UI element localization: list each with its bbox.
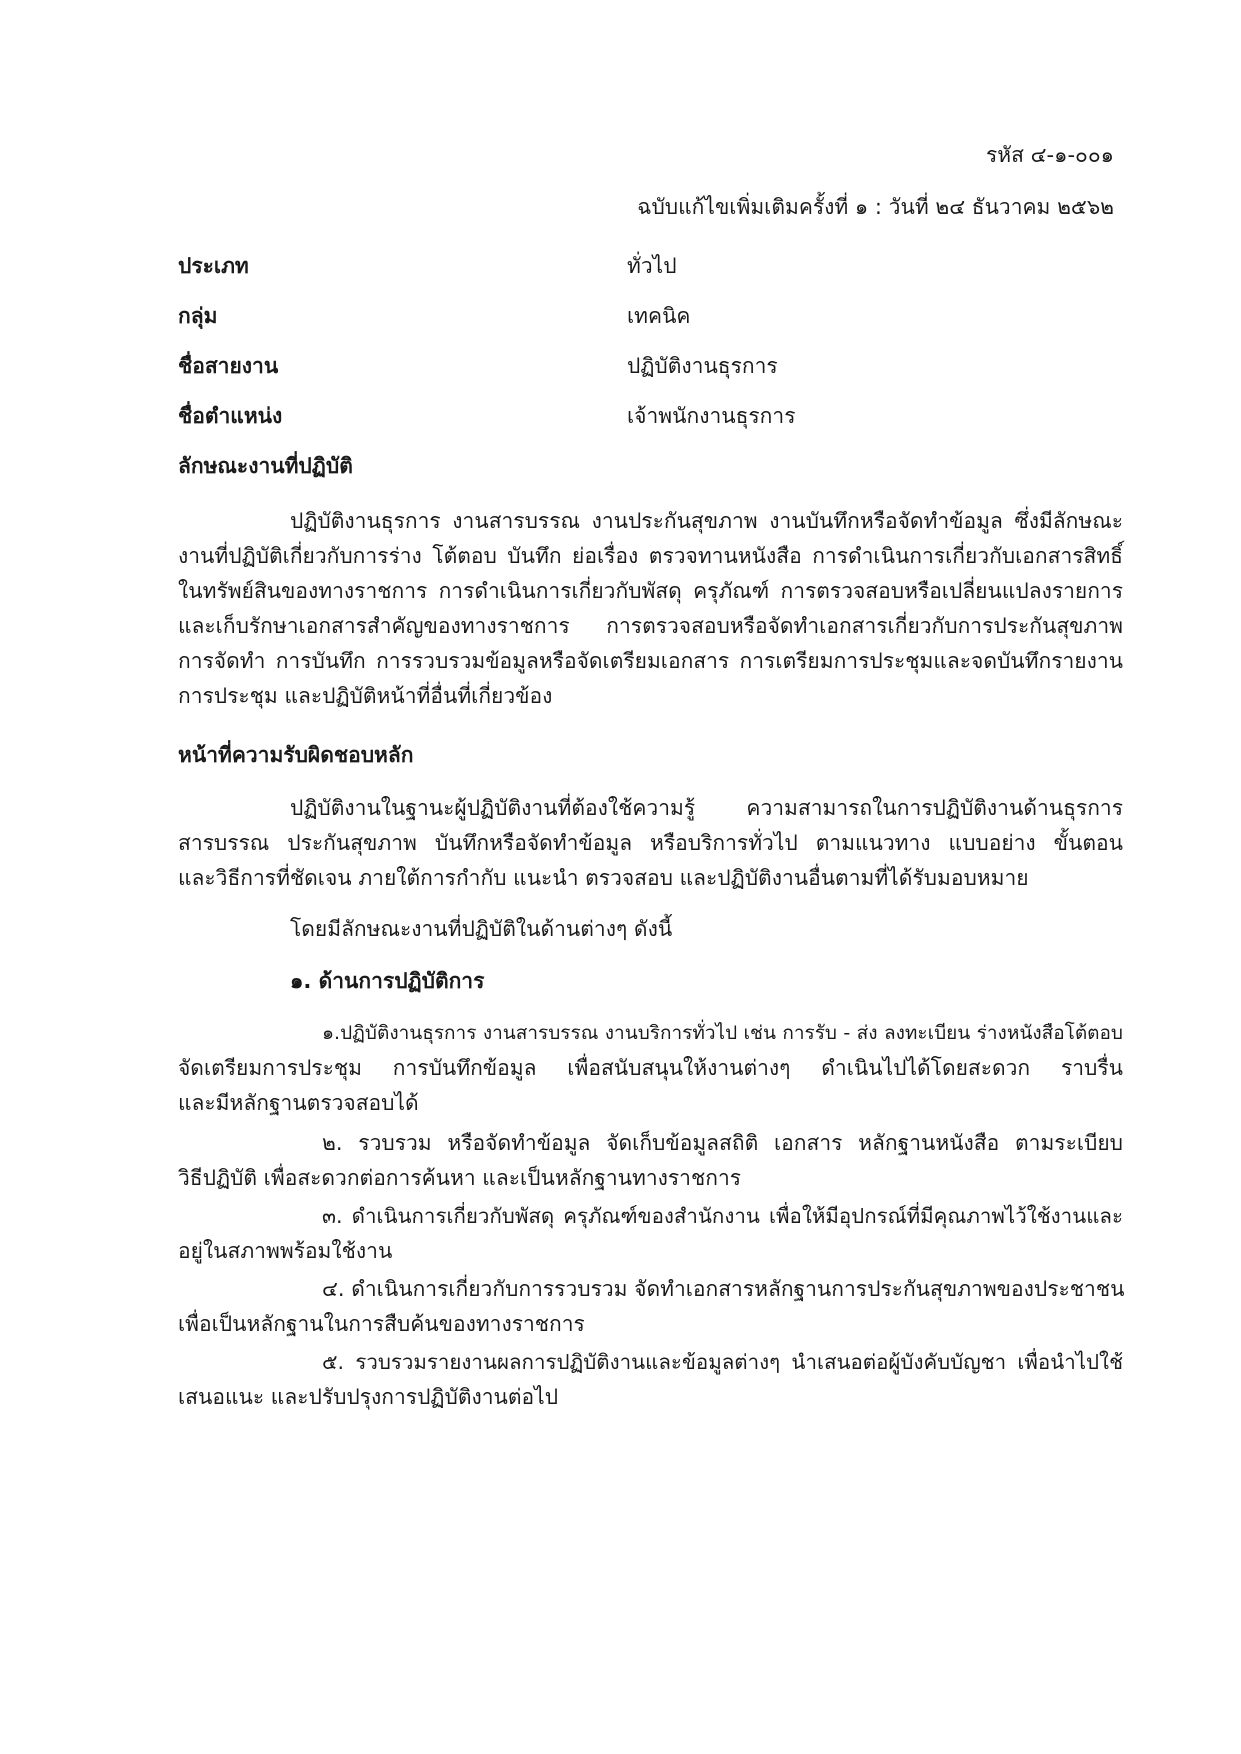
field-value-group: เทคนิค (627, 304, 691, 328)
duty-item-2-line: ๒. รวบรวม หรือจัดทำข้อมูล จัดเก็บข้อมูลสถิติ เอกสาร หลักฐานหนังสือ ตามระเบียบ (322, 1131, 1123, 1155)
duty-item-1-line: และมีหลักฐานตรวจสอบได้ (178, 1091, 419, 1115)
responsibilities-line: และวิธีการที่ชัดเจน ภายใต้การกำกับ แนะนำ ตรวจสอบ และปฏิบัติงานอื่นตามที่ได้รับมอบหมาย (178, 866, 1029, 890)
duty-item-1-line: ๑.ปฏิบัติงานธุรการ งานสารบรรณ งานบริการทั่วไป เช่น การรับ - ส่ง ลงทะเบียน ร่างหนังสือโต้ตอบ (322, 1022, 1123, 1044)
responsibilities-heading: หน้าที่ความรับผิดชอบหลัก (178, 743, 414, 767)
section-heading-operations: ๑. ด้านการปฏิบัติการ (290, 969, 485, 993)
duty-item-1-line: จัดเตรียมการประชุม การบันทึกข้อมูล เพื่อสนับสนุนให้งานต่างๆ ดำเนินไปได้โดยสะดวก ราบรื่น (178, 1056, 1123, 1080)
work-nature-line: การจัดทำ การบันทึก การรวบรวมข้อมูลหรือจัดเตรียมเอกสาร การเตรียมการประชุมและจดบันทึกรายงาน (178, 649, 1123, 673)
field-value-position: เจ้าพนักงานธุรการ (627, 404, 796, 428)
duty-item-5-line: เสนอแนะ และปรับปรุงการปฏิบัติงานต่อไป (178, 1385, 559, 1409)
work-nature-line: งานที่ปฏิบัติเกี่ยวกับการร่าง โต้ตอบ บันทึก ย่อเรื่อง ตรวจทานหนังสือ การดำเนินการเกี่ยวกับเอกสารสิทธิ์ (178, 544, 1123, 568)
field-label-line-of-work: ชื่อสายงาน (178, 354, 279, 378)
duty-item-5-line: ๕. รวบรวมรายงานผลการปฏิบัติงานและข้อมูลต่างๆ นำเสนอต่อผู้บังคับบัญชา เพื่อนำไปใช้ (322, 1350, 1123, 1374)
work-nature-heading: ลักษณะงานที่ปฏิบัติ (178, 454, 353, 478)
duty-item-2-line: วิธีปฏิบัติ เพื่อสะดวกต่อการค้นหา และเป็นหลักฐานทางราชการ (178, 1166, 742, 1190)
revision-line: ฉบับแก้ไขเพิ่มเติมครั้งที่ ๑ : วันที่ ๒๔ ธันวาคม ๒๕๖๒ (637, 195, 1114, 219)
field-value-type: ทั่วไป (627, 254, 677, 278)
responsibilities-line: ปฏิบัติงานในฐานะผู้ปฏิบัติงานที่ต้องใช้ความรู้ ความสามารถในการปฏิบัติงานด้านธุรการ (290, 796, 1123, 820)
work-nature-line: และเก็บรักษาเอกสารสำคัญของทางราชการ การตรวจสอบหรือจัดทำเอกสารเกี่ยวกับการประกันสุขภาพ (178, 614, 1123, 638)
document-code: รหัส ๔-๑-๐๐๑ (986, 143, 1114, 167)
work-nature-line: ปฏิบัติงานธุรการ งานสารบรรณ งานประกันสุขภาพ งานบันทึกหรือจัดทำข้อมูล ซึ่งมีลักษณะ (290, 509, 1123, 533)
responsibilities-line: สารบรรณ ประกันสุขภาพ บันทึกหรือจัดทำข้อมูล หรือบริการทั่วไป ตามแนวทาง แบบอย่าง ขั้นตอน (178, 831, 1123, 855)
field-label-type: ประเภท (178, 254, 249, 278)
work-nature-line: ในทรัพย์สินของทางราชการ การดำเนินการเกี่ยวกับพัสดุ ครุภัณฑ์ การตรวจสอบหรือเปลี่ยนแปลงรายการ (178, 579, 1123, 603)
duty-item-3-line: อยู่ในสภาพพร้อมใช้งาน (178, 1239, 393, 1263)
work-nature-line: การประชุม และปฏิบัติหน้าที่อื่นที่เกี่ยวข้อง (178, 684, 553, 708)
duty-item-3-line: ๓. ดำเนินการเกี่ยวกับพัสดุ ครุภัณฑ์ของสำนักงาน เพื่อให้มีอุปกรณ์ที่มีคุณภาพไว้ใช้งานและ (322, 1204, 1123, 1228)
duty-item-4-line: ๔. ดำเนินการเกี่ยวกับการรวบรวม จัดทำเอกสารหลักฐานการประกันสุขภาพของประชาชน (322, 1277, 1125, 1301)
field-label-group: กลุ่ม (178, 304, 218, 328)
duty-item-4-line: เพื่อเป็นหลักฐานในการสืบค้นของทางราชการ (178, 1312, 585, 1336)
field-label-position: ชื่อตำแหน่ง (178, 404, 283, 428)
field-value-line-of-work: ปฏิบัติงานธุรการ (627, 354, 778, 378)
responsibilities-intro: โดยมีลักษณะงานที่ปฏิบัติในด้านต่างๆ ดังนี้ (290, 917, 673, 941)
